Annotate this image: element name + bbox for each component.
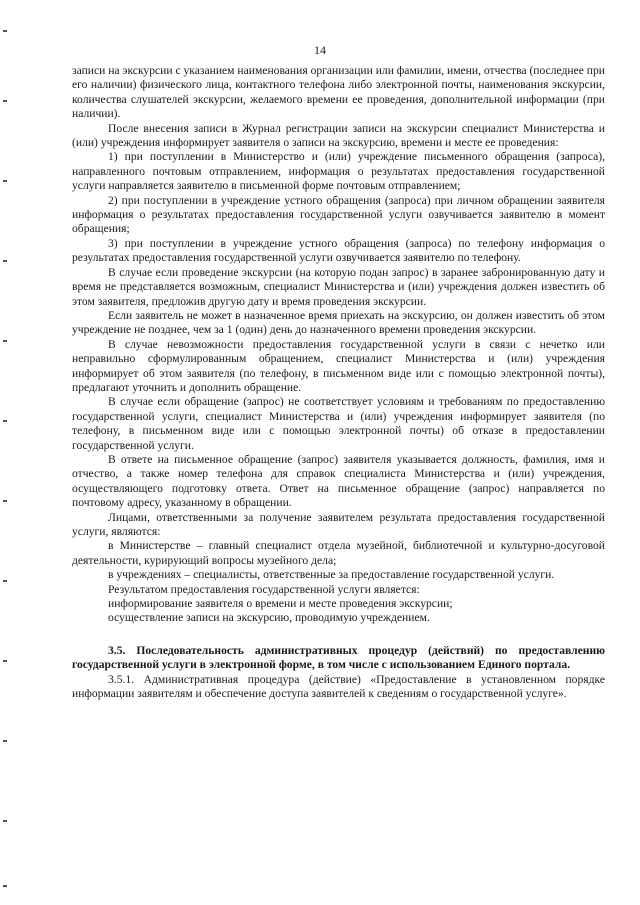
spacer — [72, 626, 605, 644]
paragraph: информирование заявителя о времени и месте проведения экскурсии; — [108, 597, 453, 611]
paragraph: записи на экскурсии с указанием наименования организации или фамилии, имени, отчества (последнее при его наличии) физического лица, контактного телефона либо электронной почты, наименования экскурсии, количества слушателей экскурсии, желаемого времени ее проведения, дополнительной информации (при наличии). — [72, 64, 606, 121]
document-body — [72, 64, 605, 701]
paragraph: 3) при поступлении в учреждение устного обращения (запроса) по телефону информация о результатах предоставления государственной услуги озвучивается заявителю по телефону. — [72, 236, 605, 265]
paragraph: В случае если проведение экскурсии (на которую подан запрос) в заранее забронированную дату и время не представляется возможным, специалист Министерства и (или) учреждения должен известить об этом заявителя, предложив другую дату и время проведения экскурсии. — [72, 265, 605, 308]
paragraph: 1) при поступлении в Министерство и (или) учреждение письменного обращения (запроса), направленного почтовым отправлением, информация о результатах предоставления государственной услуги направляется заявителю в письменной форме почтовым отправлением; — [72, 150, 605, 193]
section-heading: 3.5. Последовательность административных процедур (действий) по предоставлению государственной услуги в электронной форме, в том числе с использованием Единого портала. — [72, 643, 605, 672]
paragraph: в Министерстве – главный специалист отдела музейной, библиотечной и культурно-досуговой деятельности, курирующий вопросы музейного дела; — [72, 539, 605, 567]
paragraph: В случае если обращение (запрос) не соответствует условиям и требованиям по предоставлению государственной услуги, специалист Министерства и (или) учреждения информирует заявителя (по телефону, в письменном виде или с помощью электронной почты) об отказе в предоставлении государственной услуги. — [72, 395, 605, 452]
paragraph: Лицами, ответственными за получение заявителем результата предоставления государственной услуги, являются: — [72, 510, 605, 538]
paragraph: Если заявитель не может в назначенное время приехать на экскурсию, он должен известить об этом учреждение не позднее, чем за 1 (один) день до назначенного времени проведения экскурсии. — [72, 308, 605, 337]
scan-margin-marks — [0, 0, 10, 905]
paragraph: Результатом предоставления государственной услуги является: — [108, 582, 420, 596]
paragraph: В ответе на письменное обращение (запрос) заявителя указывается должность, фамилия, имя и отчество, а также номер телефона для справок специалиста Министерства и (или) учреждения, осуществляющего подготовку ответа. Ответ на письменное обращение (запрос) направляется по почтовому адресу, указанному в обращении. — [72, 452, 605, 510]
page-number: 14 — [314, 43, 326, 57]
paragraph: После внесения записи в Журнал регистрации записи на экскурсии специалист Министерства и (или) учреждения информирует заявителя о записи на экскурсию, времени и месте ее проведения: — [72, 121, 605, 150]
paragraph: в учреждениях – специалисты, ответственные за предоставление государственной услуги. — [108, 568, 555, 582]
paragraph: В случае невозможности предоставления государственной услуги в связи с нечетко или неправильно сформулированным обращением, специалист Министерства и (или) учреждения информирует об этом заявителя (по телефону, в письменном виде или с помощью электронной почты), предлагают уточнить и дополнить обращение. — [72, 337, 605, 394]
paragraph: 2) при поступлении в учреждение устного обращения (запроса) при личном обращении заявителя информация о результатах предоставления государственной услуги озвучивается заявителю в момент обращения; — [72, 193, 605, 236]
paragraph: осуществление записи на экскурсию, проводимую учреждением. — [108, 611, 430, 625]
paragraph: 3.5.1. Административная процедура (действие) «Предоставление в установленном порядке информации заявителям и обеспечение доступа заявителей к сведениям о государственной услуге». — [72, 672, 605, 701]
